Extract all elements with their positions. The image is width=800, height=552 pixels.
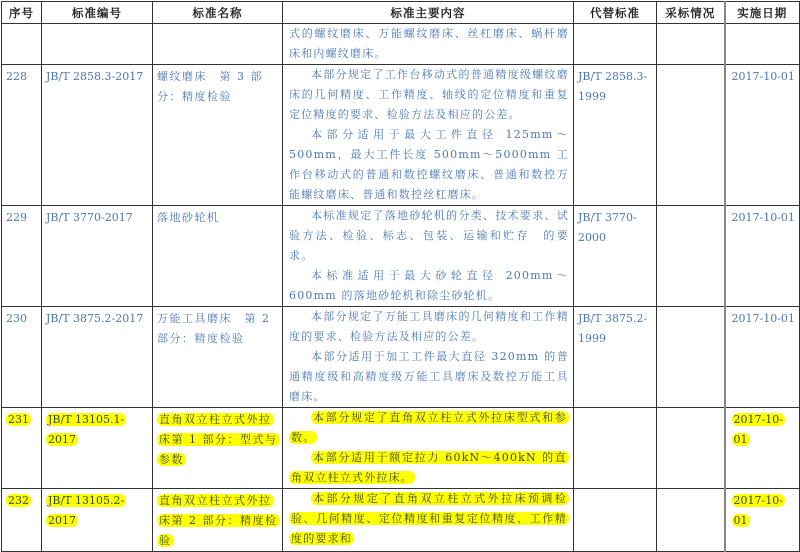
table-row-continuation bbox=[2, 24, 800, 65]
cell-standard-code bbox=[42, 408, 153, 489]
cell-replaced-standard bbox=[574, 489, 657, 552]
highlighted-text: 直角双立柱立式外拉床第 1 部分：型式与参数 bbox=[159, 413, 278, 466]
header-row bbox=[2, 2, 800, 24]
highlighted-text: 2017-10-01 bbox=[733, 413, 783, 446]
highlighted-text: 本部分规定了直角双立柱立式外拉床型式和参数。 bbox=[291, 411, 567, 444]
cell-adoption-status bbox=[657, 408, 725, 489]
header-serial-number: 序号 bbox=[2, 2, 42, 24]
table-row bbox=[2, 307, 800, 408]
cell-serial-number bbox=[2, 408, 42, 489]
highlighted-text: 直角双立柱立式外拉床第 2 部分：精度检验 bbox=[159, 494, 278, 547]
highlighted-text: 231 bbox=[8, 413, 29, 426]
content-paragraph: 本部分适用于最大工件直径 125mm～500mm，最大工件长度 500mm～5000mm 工作台移动式的普通和数控螺纹磨床、普通和数控万能螺纹磨床、普通和数控丝杠磨床。 bbox=[289, 128, 569, 201]
cell-serial-number: 229 bbox=[2, 206, 42, 307]
content-paragraph: 本部分规定了工作台移动式的普通精度级螺纹磨床的几何精度、工作精度、轴线的定位精度和重复定位精度的要求、检验方法及相应的公差。 bbox=[289, 68, 569, 121]
content-paragraph: 本标准适用于最大砂轮直径 200mm～600mm 的落地砂轮机和除尘砂轮机。 bbox=[289, 269, 569, 302]
cell-implementation-date: 2017-10-01 bbox=[725, 307, 800, 408]
cell-main-content bbox=[283, 65, 574, 206]
cell-main-content bbox=[283, 307, 574, 408]
cell-adoption-status bbox=[657, 65, 725, 206]
content-paragraph: 本标准规定了落地砂轮机的分类、技术要求、试验方法、检验、标志、包装、运输和贮存 的要求。 bbox=[289, 209, 569, 262]
cell-serial-number: 230 bbox=[2, 307, 42, 408]
highlighted-text: 本部分规定了直角双立柱立式外拉床预调检验、几何精度、定位精度和重复定位精度、工作精度的要求和 bbox=[291, 492, 567, 545]
cell-serial-number: 228 bbox=[2, 65, 42, 206]
cell-replaced-standard bbox=[574, 408, 657, 489]
header-implementation-date: 实施日期 bbox=[725, 2, 800, 24]
content-paragraph: 本部分适用于加工工件最大直径 320mm 的普通精度级和高精度级万能工具磨床及数控万能工具磨床。 bbox=[289, 350, 569, 403]
cell-standard-code: JB/T 3875.2-2017 bbox=[42, 307, 153, 408]
content-paragraph bbox=[289, 408, 569, 448]
cell-replaced-standard: JB/T 2858.3-1999 bbox=[574, 65, 657, 206]
cell-main-content bbox=[283, 489, 574, 552]
cell-replaced-standard bbox=[574, 24, 657, 65]
cell-replaced-standard: JB/T 3875.2-1999 bbox=[574, 307, 657, 408]
highlighted-text: 2017-10-01 bbox=[733, 494, 783, 527]
cell-adoption-status bbox=[657, 24, 725, 65]
table-row-highlighted bbox=[2, 408, 800, 489]
cell-serial-number bbox=[2, 489, 42, 552]
cell-adoption-status bbox=[657, 307, 725, 408]
header-standard-code: 标准编号 bbox=[42, 2, 153, 24]
table-row bbox=[2, 65, 800, 206]
cell-adoption-status bbox=[657, 489, 725, 552]
cell-implementation-date bbox=[725, 24, 800, 65]
header-adoption-status: 采标情况 bbox=[657, 2, 725, 24]
cell-main-content bbox=[283, 24, 574, 65]
cell-standard-code: JB/T 3770-2017 bbox=[42, 206, 153, 307]
cell-standard-name: 万能工具磨床 第 2 部分：精度检验 bbox=[153, 307, 283, 408]
cell-main-content bbox=[283, 408, 574, 489]
highlighted-text: JB/T 13105.1-2017 bbox=[48, 413, 125, 446]
cell-serial-number bbox=[2, 24, 42, 65]
standards-table bbox=[1, 1, 800, 552]
header-replaced-standard: 代替标准 bbox=[574, 2, 657, 24]
cell-standard-name: 螺纹磨床 第 3 部分：精度检验 bbox=[153, 65, 283, 206]
cell-standard-name bbox=[153, 408, 283, 489]
content-paragraph: 式的螺纹磨床、万能螺纹磨床、丝杠磨床、蜗杆磨床和内螺纹磨床。 bbox=[289, 27, 569, 60]
cell-main-content bbox=[283, 206, 574, 307]
cell-implementation-date: 2017-10-01 bbox=[725, 206, 800, 307]
content-paragraph: 本部分规定了万能工具磨床的几何精度和工作精度的要求、检验方法及相应的公差。 bbox=[289, 310, 569, 343]
cell-replaced-standard: JB/T 3770-2000 bbox=[574, 206, 657, 307]
header-standard-name: 标准名称 bbox=[153, 2, 283, 24]
cell-implementation-date bbox=[725, 489, 800, 552]
cell-standard-name bbox=[153, 489, 283, 552]
cell-standard-code: JB/T 2858.3-2017 bbox=[42, 65, 153, 206]
highlighted-text: 232 bbox=[8, 494, 29, 507]
cell-standard-code bbox=[42, 489, 153, 552]
highlighted-text: 本部分适用于额定拉力 60kN～400kN 的直角双立柱立式外拉床。 bbox=[291, 451, 567, 484]
cell-standard-name bbox=[153, 24, 283, 65]
table-row bbox=[2, 206, 800, 307]
table-row-highlighted bbox=[2, 489, 800, 552]
content-paragraph bbox=[289, 489, 569, 549]
cell-standard-name: 落地砂轮机 bbox=[153, 206, 283, 307]
cell-implementation-date: 2017-10-01 bbox=[725, 65, 800, 206]
header-main-content: 标准主要内容 bbox=[283, 2, 574, 24]
cell-standard-code bbox=[42, 24, 153, 65]
cell-implementation-date bbox=[725, 408, 800, 489]
content-paragraph bbox=[289, 448, 569, 488]
cell-adoption-status bbox=[657, 206, 725, 307]
highlighted-text: JB/T 13105.2-2017 bbox=[48, 494, 125, 527]
